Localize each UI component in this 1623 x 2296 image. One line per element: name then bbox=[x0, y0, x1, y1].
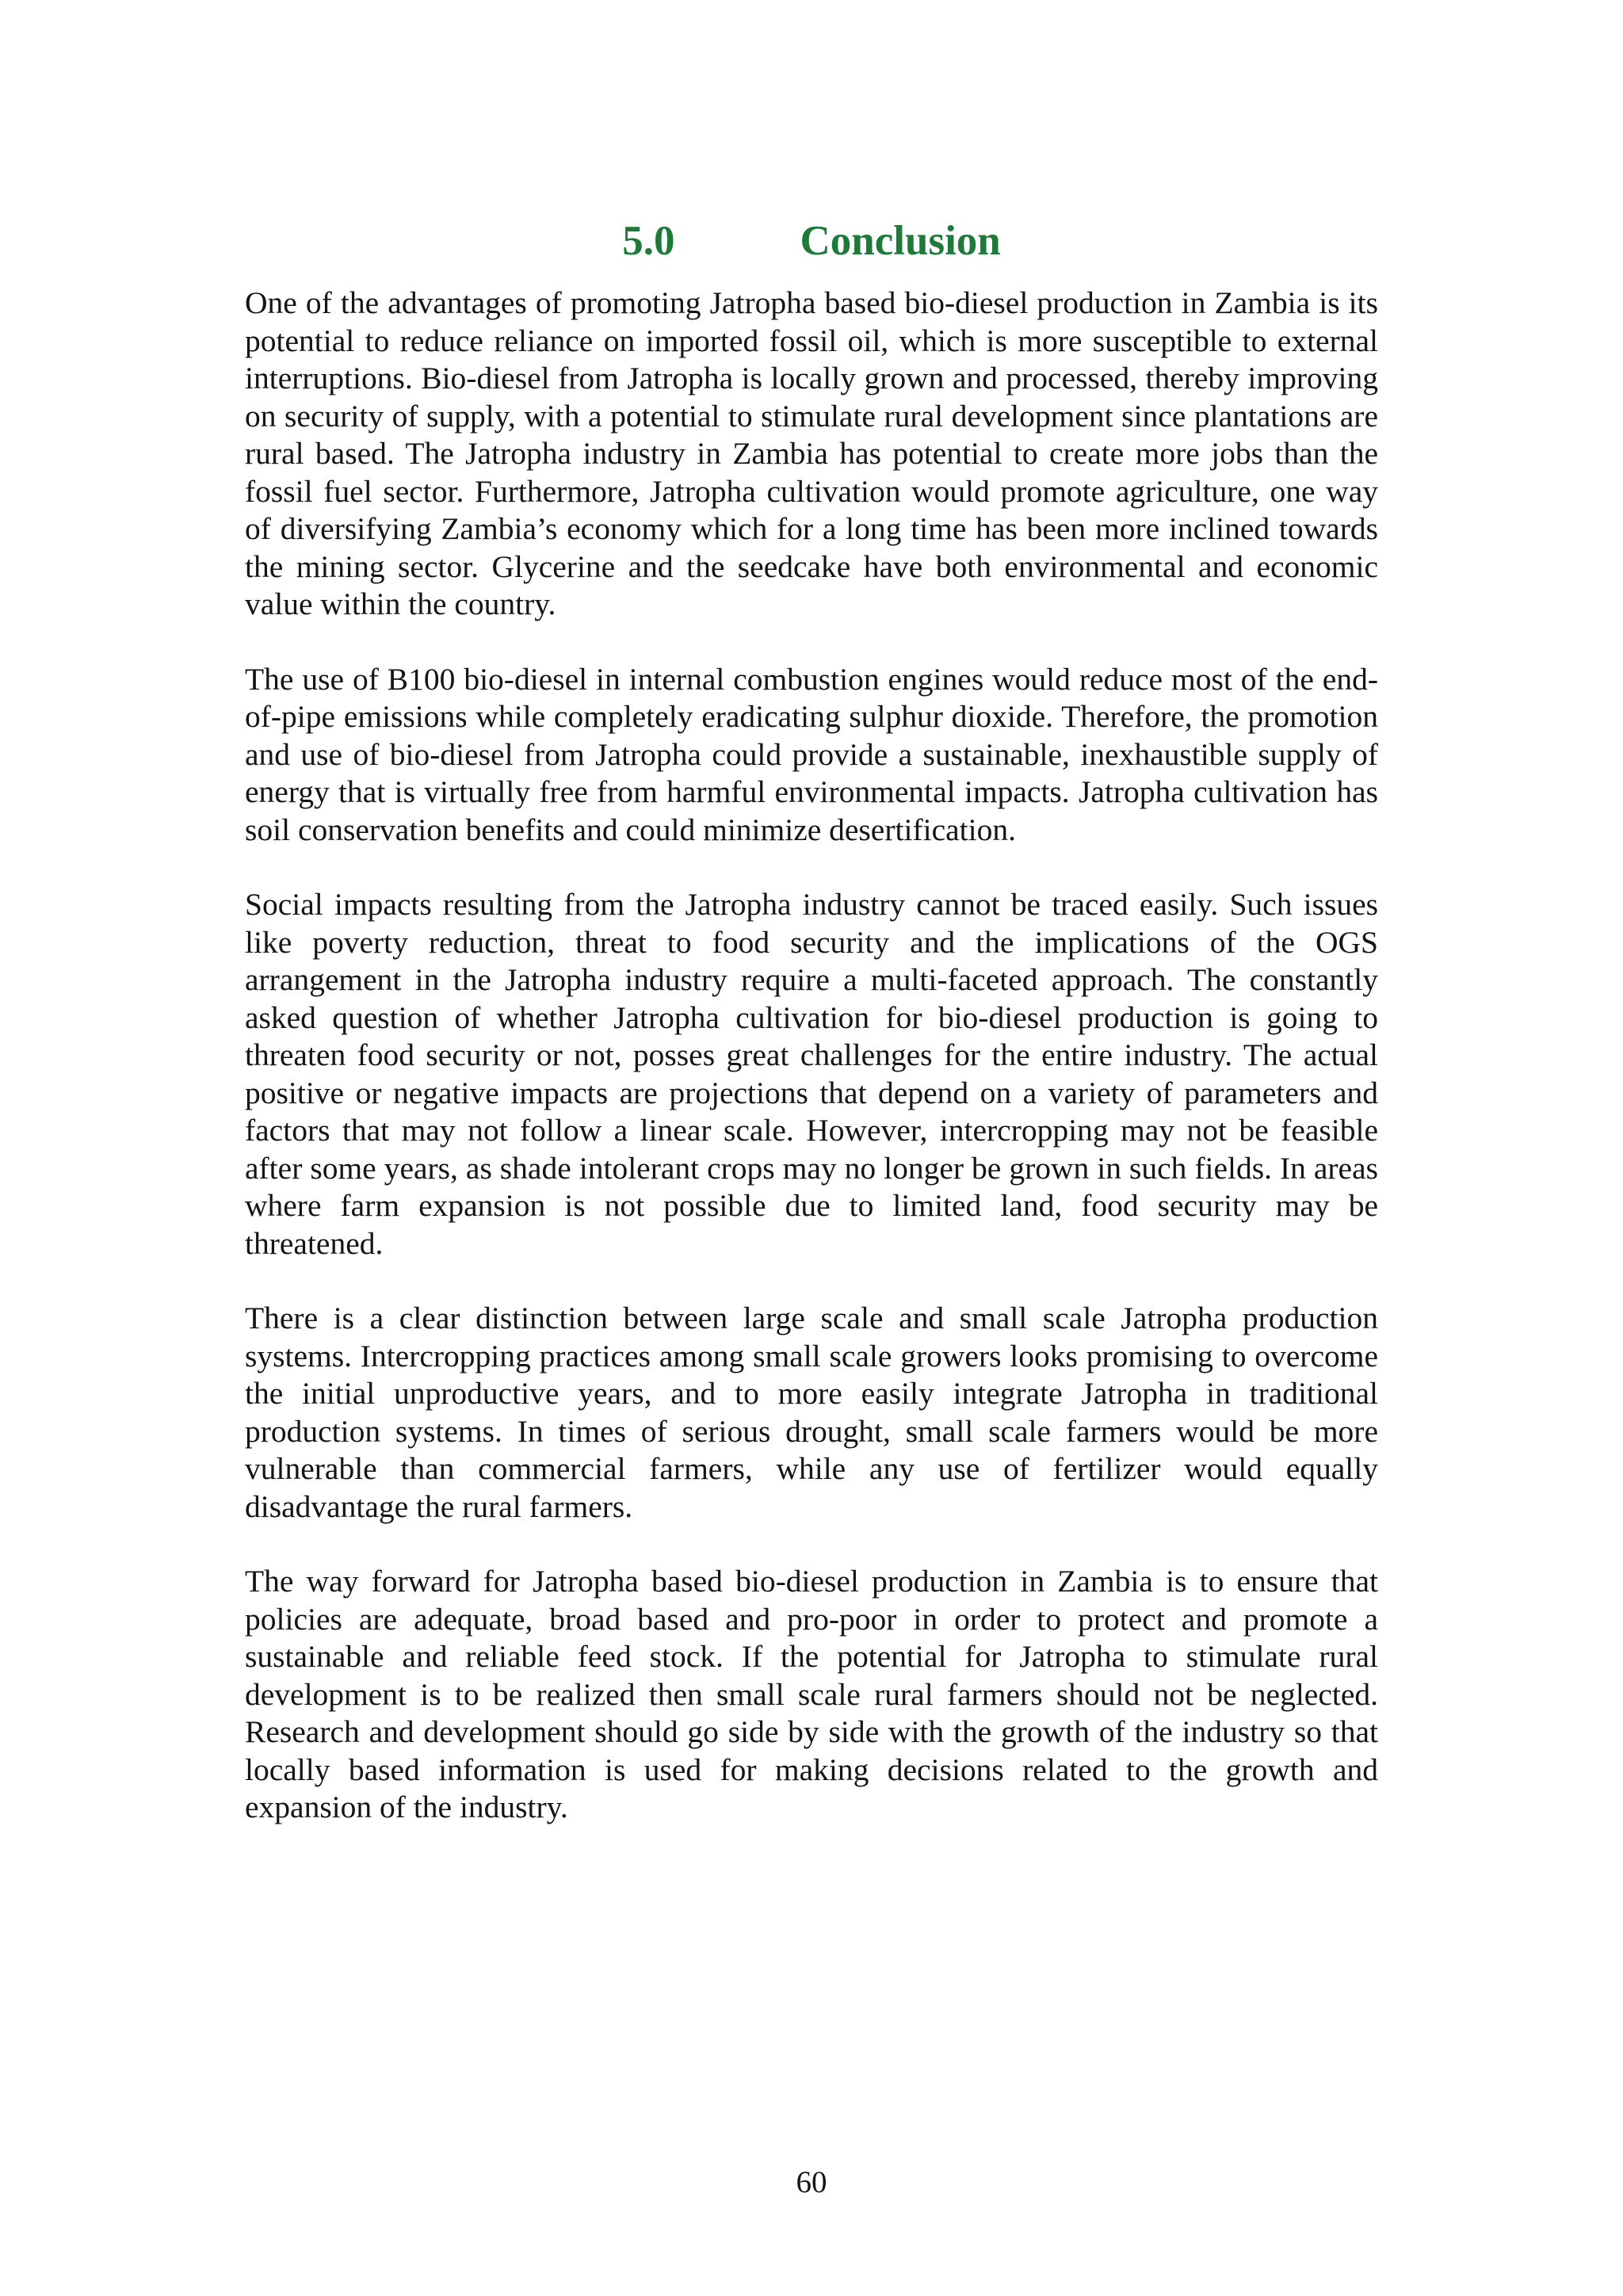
paragraph-5: The way forward for Jatropha based bio-diesel production in Zambia is to ensure that policies are adequate, broad based and pro-poor in order to protect and promote a sustainable and reliable feed stock. If the potential for Jatropha to stimulate rural development is to be realized then small scale rural farmers should not be neglected. Research and development should go side by side with the growth of the industry so that locally based information is used for making decisions related to the growth and expansion of the industry. bbox=[245, 1564, 1378, 1824]
paragraph-4: There is a clear distinction between large scale and small scale Jatropha production systems. Intercropping practices among small scale growers looks promising to overcome the initial unproductive years, and to more easily integrate Jatropha in traditional production systems. In times of serious drought, small scale farmers would be more vulnerable than commercial farmers, while any use of fertilizer would equally disadvantage the rural farmers. bbox=[245, 1301, 1378, 1524]
section-body bbox=[245, 285, 1378, 1864]
paragraph-1: One of the advantages of promoting Jatropha based bio-diesel production in Zambia is its potential to reduce reliance on imported fossil oil, which is more susceptible to external interruptions. Bio-diesel from Jatropha is locally grown and processed, thereby improving on security of supply, with a potential to stimulate rural development since plantations are rural based. The Jatropha industry in Zambia has potential to create more jobs than the fossil fuel sector. Furthermore, Jatropha cultivation would promote agriculture, one way of diversifying Zambia’s economy which for a long time has been more inclined towards the mining sector. Glycerine and the seedcake have both environmental and economic value within the country. bbox=[245, 285, 1378, 621]
paragraph-2: The use of B100 bio-diesel in internal combustion engines would reduce most of the end-of-pipe emissions while completely eradicating sulphur dioxide. Therefore, the promotion and use of bio-diesel from Jatropha could provide a sustainable, inexhaustible supply of energy that is virtually free from harmful environmental impacts. Jatropha cultivation has soil conservation benefits and could minimize desertification. bbox=[245, 661, 1378, 847]
section-title: Conclusion bbox=[800, 217, 1001, 264]
section-number: 5.0 bbox=[622, 217, 675, 264]
paragraph-3: Social impacts resulting from the Jatropha industry cannot be traced easily. Such issues like poverty reduction, threat to food security and the implications of the OGS arrangement in the Jatropha industry require a multi-faceted approach. The constantly asked question of whether Jatropha cultivation for bio-diesel production is going to threaten food security or not, posses great challenges for the entire industry. The actual positive or negative impacts are projections that depend on a variety of parameters and factors that may not follow a linear scale. However, intercropping may not be feasible after some years, as shade intolerant crops may no longer be grown in such fields. In areas where farm expansion is not possible due to limited land, food security may be threatened. bbox=[245, 887, 1378, 1261]
section-heading bbox=[0, 217, 1623, 265]
page-number: 60 bbox=[796, 2165, 827, 2199]
